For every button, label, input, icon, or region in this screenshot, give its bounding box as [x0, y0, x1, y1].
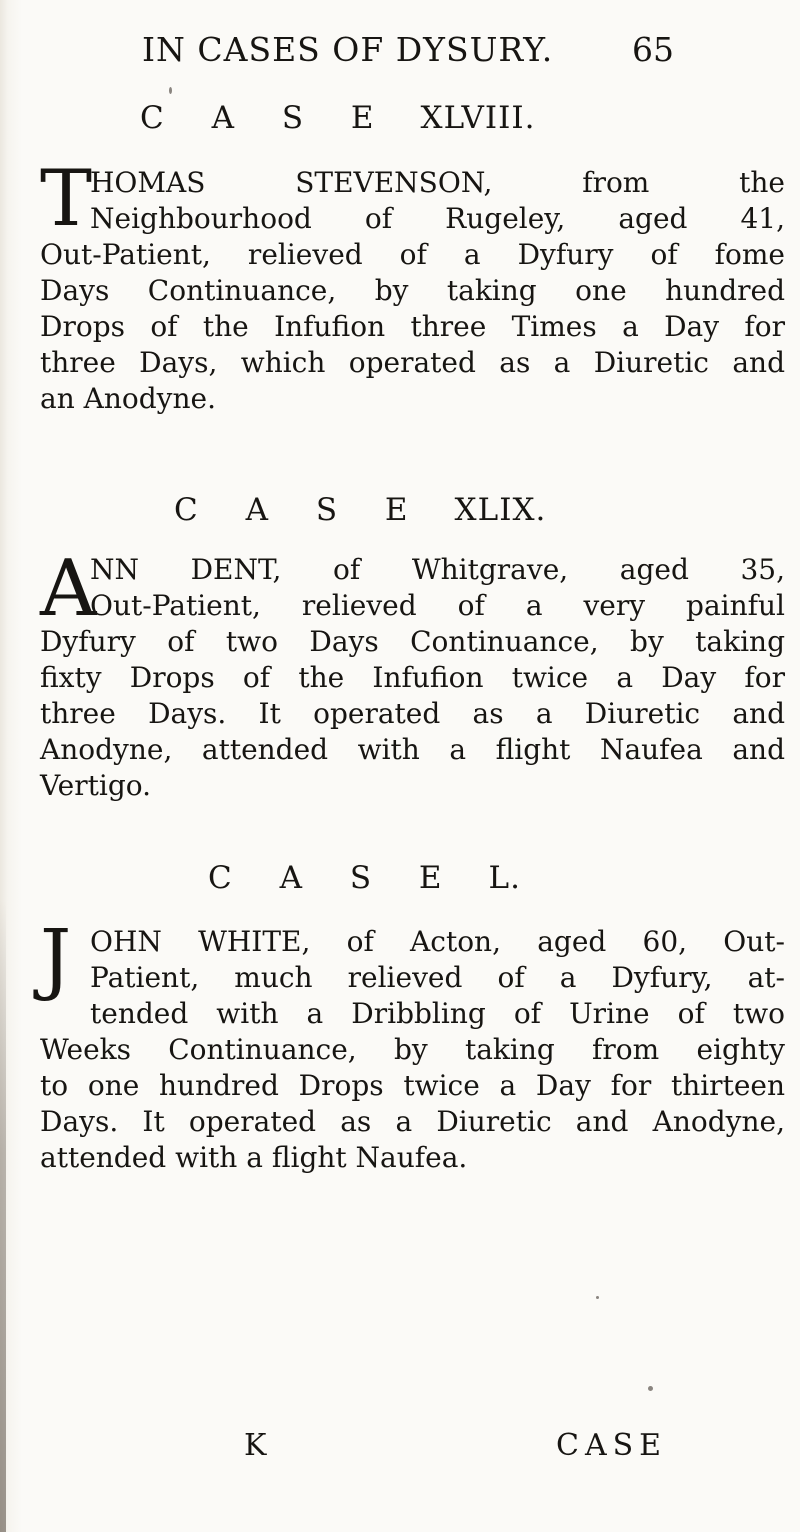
- text-line: Neighbourhood of Rugeley, aged 41,: [90, 202, 785, 235]
- case-number: L.: [488, 860, 521, 896]
- catchword: CASE: [556, 1428, 668, 1463]
- case-48-paragraph: [40, 165, 785, 417]
- ink-speck: [169, 87, 172, 94]
- text-line: three Days, which operated as a Diuretic and: [40, 346, 785, 379]
- text-line: Vertigo.: [40, 769, 152, 802]
- text-line: Dyfury of two Days Continuance, by taking: [40, 625, 785, 658]
- running-head: [142, 30, 674, 74]
- drop-cap: J: [40, 914, 72, 1004]
- case-heading-49: [174, 492, 546, 528]
- page-number: 65: [632, 30, 674, 69]
- text-line: tended with a Dribbling of Urine of two: [90, 997, 785, 1030]
- text-line: NN DENT, of Whitgrave, aged 35,: [90, 553, 785, 586]
- text-line: Days. It operated as a Diuretic and Anodyne,: [40, 1105, 785, 1138]
- case-number: XLVIII.: [420, 100, 536, 136]
- text-line: to one hundred Drops twice a Day for thirteen: [40, 1069, 785, 1102]
- case-heading-50: [208, 860, 521, 896]
- page-edge-shadow: [0, 900, 6, 1532]
- ink-speck: [648, 1386, 653, 1391]
- case-50-paragraph: [40, 924, 785, 1176]
- case-49-paragraph: [40, 544, 785, 804]
- case-label: C A S E: [208, 860, 461, 896]
- case-label: C A S E: [140, 100, 393, 136]
- text-line: Out-Patient, relieved of a very painful: [90, 589, 785, 622]
- text-line: three Days. It operated as a Diuretic and: [40, 697, 785, 730]
- text-line: attended with a flight Naufea.: [40, 1141, 468, 1174]
- text-line: Out-Patient, relieved of a Dyfury of fome: [40, 238, 785, 271]
- text-line: Anodyne, attended with a flight Naufea and: [40, 733, 785, 766]
- text-line: Patient, much relieved of a Dyfury, at-: [90, 961, 785, 994]
- text-line: Days Continuance, by taking one hundred: [40, 274, 785, 307]
- text-line: HOMAS STEVENSON, from the: [90, 166, 785, 199]
- text-line: an Anodyne.: [40, 382, 216, 415]
- drop-cap: T: [40, 154, 93, 244]
- text-line: OHN WHITE, of Acton, aged 60, Out-: [90, 925, 785, 958]
- case-heading-48: [140, 100, 536, 136]
- case-number: XLIX.: [454, 492, 547, 528]
- text-line: Drops of the Infufion three Times a Day for: [40, 310, 785, 343]
- signature-mark: K: [244, 1428, 267, 1463]
- case-label: C A S E: [174, 492, 427, 528]
- text-line: fixty Drops of the Infufion twice a Day for: [40, 661, 785, 694]
- running-title: IN CASES OF DYSURY.: [142, 30, 554, 69]
- drop-cap: A: [40, 544, 97, 634]
- text-line: Weeks Continuance, by taking from eighty: [40, 1033, 785, 1066]
- ink-speck: [596, 1296, 599, 1299]
